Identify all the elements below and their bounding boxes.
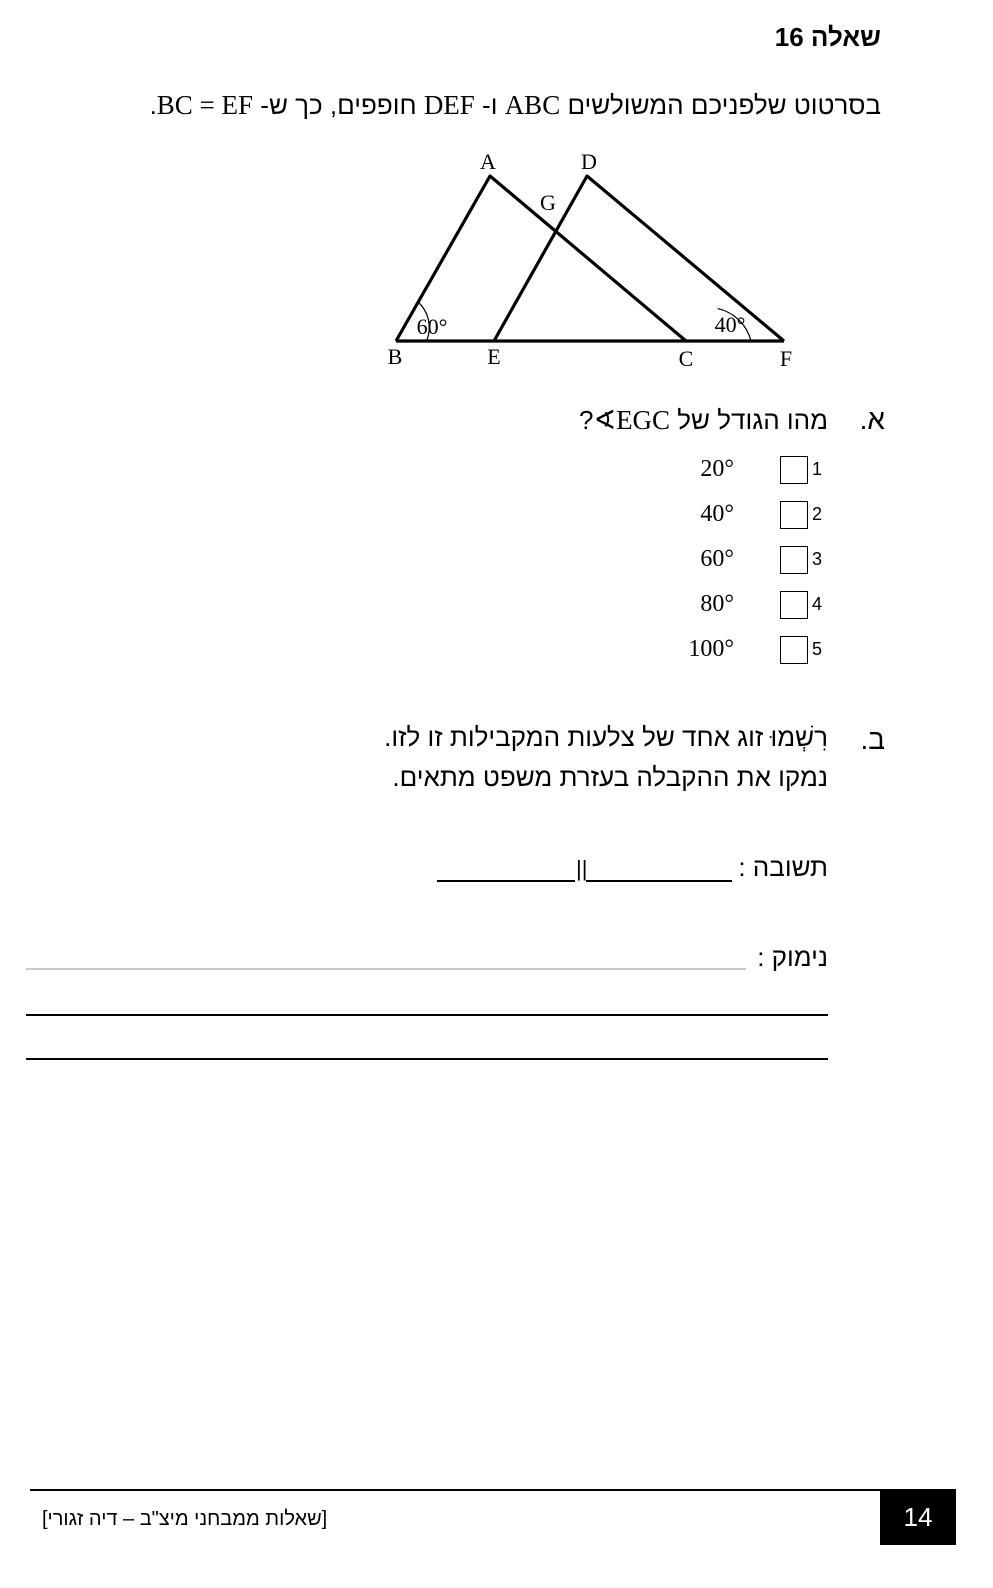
reason-line-1[interactable] bbox=[26, 968, 746, 970]
option-1[interactable] bbox=[640, 454, 830, 488]
footer-source: [שאלות ממבחני מיצ"ב – דיה זגורי] bbox=[42, 1508, 328, 1530]
triangle-abc: ABC bbox=[504, 90, 561, 120]
question-b-line2: נמקו את ההקבלה בעזרת משפט מתאים. bbox=[392, 762, 828, 792]
question-a-letter: א. bbox=[859, 404, 885, 435]
triangles-diagram bbox=[0, 0, 993, 400]
question-title: שאלה 16 bbox=[774, 22, 881, 52]
option-5-value: 100° bbox=[688, 636, 734, 662]
question-a-prefix: מהו הגודל של bbox=[670, 405, 828, 435]
option-2-value: 40° bbox=[700, 501, 734, 527]
option-3[interactable] bbox=[640, 544, 830, 578]
option-5-number: 5 bbox=[812, 639, 823, 659]
option-5[interactable] bbox=[640, 634, 830, 668]
option-4-number: 4 bbox=[812, 594, 823, 614]
option-3-checkbox[interactable] bbox=[780, 546, 808, 574]
vertex-label-a: A bbox=[480, 149, 496, 174]
angle-icon: ∢ bbox=[593, 405, 617, 435]
vertex-label-b: B bbox=[387, 344, 403, 369]
intro-mid1: ו- bbox=[474, 90, 505, 120]
option-4[interactable] bbox=[640, 589, 830, 623]
question-a-text bbox=[579, 405, 828, 436]
answer-label: תשובה : bbox=[738, 852, 828, 882]
angle-egc-name: EGC bbox=[616, 405, 671, 435]
parallel-symbol: || bbox=[576, 856, 588, 881]
question-b-letter: ב. bbox=[860, 724, 885, 755]
footer-rule bbox=[30, 1489, 956, 1491]
intro-suffix: . bbox=[149, 90, 157, 120]
angle-b-value: 60° bbox=[416, 314, 448, 339]
option-4-checkbox[interactable] bbox=[780, 591, 808, 619]
vertex-label-f: F bbox=[779, 346, 793, 371]
option-3-value: 60° bbox=[700, 546, 734, 572]
option-2[interactable] bbox=[640, 499, 830, 533]
reason-line-2[interactable] bbox=[26, 1014, 828, 1016]
question-b-line1: רִשְׁמוּ זוג אחד של צלעות המקבילות זו לזו. bbox=[384, 722, 828, 752]
option-2-number: 2 bbox=[812, 504, 823, 524]
reason-line-3[interactable] bbox=[26, 1058, 828, 1060]
intro-prefix: בסרטוט שלפניכם המשולשים bbox=[560, 90, 881, 120]
vertex-label-g: G bbox=[540, 190, 556, 215]
option-1-value: 20° bbox=[700, 456, 734, 482]
option-2-checkbox[interactable] bbox=[780, 501, 808, 529]
intro-mid2: חופפים, כך ש- bbox=[253, 90, 424, 120]
vertex-label-c: C bbox=[678, 346, 694, 371]
option-1-number: 1 bbox=[812, 459, 823, 479]
option-3-number: 3 bbox=[812, 549, 823, 569]
angle-f-value: 40° bbox=[714, 312, 746, 337]
reason-label: נימוק : bbox=[757, 942, 828, 972]
vertex-label-d: D bbox=[581, 149, 597, 174]
equality-bc-ef: BC = EF bbox=[156, 90, 254, 120]
question-a-suffix: ? bbox=[578, 405, 594, 435]
vertex-label-e: E bbox=[487, 344, 501, 369]
option-1-checkbox[interactable] bbox=[780, 456, 808, 484]
answer-blank-left[interactable] bbox=[437, 880, 575, 882]
option-5-checkbox[interactable] bbox=[780, 636, 808, 664]
page-number: 14 bbox=[880, 1489, 956, 1545]
answer-blank-right[interactable] bbox=[586, 880, 732, 882]
option-4-value: 80° bbox=[700, 591, 734, 617]
triangle-def: DEF bbox=[423, 90, 475, 120]
